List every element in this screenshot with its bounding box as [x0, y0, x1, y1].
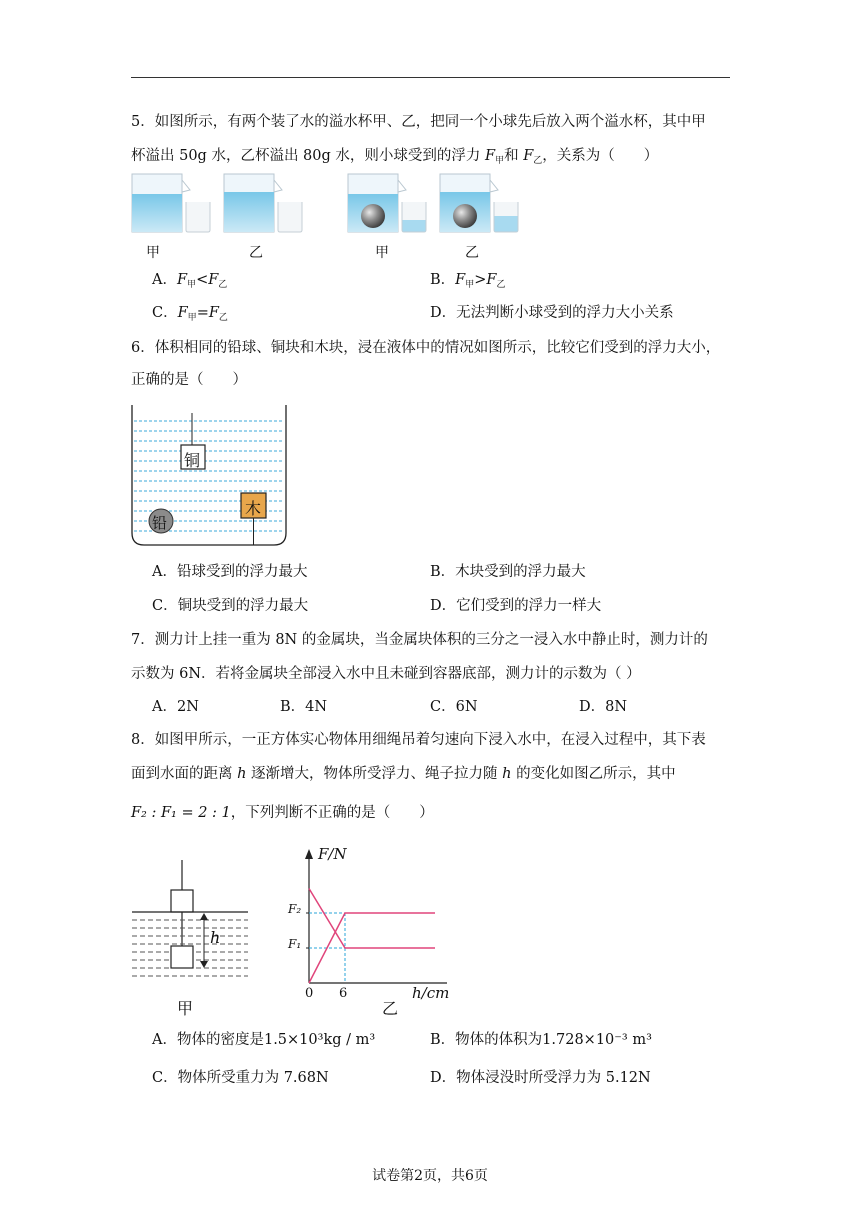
q7-option-a[interactable]: A．2N — [152, 699, 199, 715]
q6-label-wood: 木 — [245, 499, 262, 518]
q6-stem-line2: 正确的是（ ） — [131, 372, 247, 388]
chart-ylabel: F/N — [318, 845, 347, 863]
q6-option-b[interactable]: B．木块受到的浮力最大 — [430, 564, 586, 580]
q5-option-d[interactable]: D．无法判断小球受到的浮力大小关系 — [430, 305, 674, 321]
q6-option-d[interactable]: D．它们受到的浮力一样大 — [430, 598, 602, 614]
q5-fig-label-4: 乙 — [465, 245, 479, 261]
q6-stem-line1: 6．体积相同的铅球、铜块和木块，浸在液体中的情况如图所示，比较它们受到的浮力大小， — [131, 340, 721, 356]
q5-option-b[interactable]: B．$F_甲>F_乙$ — [430, 272, 506, 290]
q8-option-b[interactable]: B．物体的体积为1.728×10⁻³ m³ — [430, 1032, 652, 1048]
q8-h-label: h — [210, 928, 221, 947]
q8-option-a[interactable]: A．物体的密度是1.5×10³kg / m³ — [152, 1032, 376, 1048]
chart-caption-yi: 乙 — [382, 999, 399, 1018]
chart-xlabel: h/cm — [412, 984, 450, 1002]
q7-option-d[interactable]: D．8N — [579, 699, 628, 715]
q7-stem-line2: 示数为 6N．若将金属块全部浸入水中且未碰到容器底部，测力计的示数为（ ） — [131, 666, 641, 682]
q6-option-a[interactable]: A．铅球受到的浮力最大 — [152, 564, 308, 580]
q7-stem-line1: 7．测力计上挂一重为 8N 的金属块，当金属块体积的三分之一浸入水中静止时，测力计的 — [131, 632, 708, 648]
cup-yi-before — [224, 174, 302, 232]
header-rule — [131, 77, 730, 78]
q8-option-c[interactable]: C．物体所受重力为 7.68N — [152, 1070, 329, 1086]
chart-tick-6: 6 — [339, 986, 348, 1001]
q8-stem-line1: 8．如图甲所示，一正方体实心物体用细绳吊着匀速向下浸入水中，在浸入过程中，其下表 — [131, 732, 706, 748]
chart-tick-origin: 0 — [305, 986, 314, 1001]
q6-label-lead: 铅 — [152, 514, 168, 532]
q6-option-c[interactable]: C．铜块受到的浮力最大 — [152, 598, 309, 614]
q8-figure-jia — [130, 860, 260, 990]
chart-tick-f2: F₂ — [288, 902, 302, 916]
cup-yi-after — [440, 174, 518, 232]
cup-jia-after — [348, 174, 426, 232]
ball-icon — [361, 204, 385, 228]
q5-option-c[interactable]: C．$F_甲=F_乙$ — [152, 305, 228, 323]
q8-stem-line2: 面到水面的距离 h 逐渐增大，物体所受浮力、绳子拉力随 h 的变化如图乙所示，其中 — [131, 766, 676, 782]
q8-stem-line3: F₂ : F₁ = 2 : 1，下列判断不正确的是（ ） — [131, 805, 434, 821]
series-tension-line — [309, 889, 435, 949]
page-footer: 试卷第2页，共6页 — [372, 1168, 488, 1184]
q8-caption-jia: 甲 — [177, 999, 194, 1018]
q8-option-d[interactable]: D．物体浸没时所受浮力为 5.12N — [430, 1070, 651, 1086]
cube-above — [171, 890, 193, 912]
q5-fig-label-2: 乙 — [249, 245, 263, 261]
q7-option-c[interactable]: C．6N — [430, 699, 478, 715]
q7-option-b[interactable]: B．4N — [280, 699, 328, 715]
chart-tick-f1: F₁ — [288, 937, 302, 951]
q6-label-copper: 铜 — [184, 451, 201, 470]
cup-jia-before — [132, 174, 210, 232]
q5-fig-label-1: 甲 — [146, 245, 160, 261]
q5-stem-line2: 杯溢出 50g 水，乙杯溢出 80g 水，则小球受到的浮力 $F_甲$和 $F_乙$，关系为（ ） — [131, 148, 659, 166]
cube-submerged — [171, 946, 193, 968]
q5-fig-label-3: 甲 — [375, 245, 389, 261]
ball-icon — [453, 204, 477, 228]
q5-stem-line1: 5．如图所示，有两个装了水的溢水杯甲、乙，把同一个小球先后放入两个溢水杯，其中甲 — [131, 114, 706, 130]
y-axis-arrow — [305, 849, 313, 859]
q5-option-a[interactable]: A．$F_甲<F_乙$ — [152, 272, 228, 290]
